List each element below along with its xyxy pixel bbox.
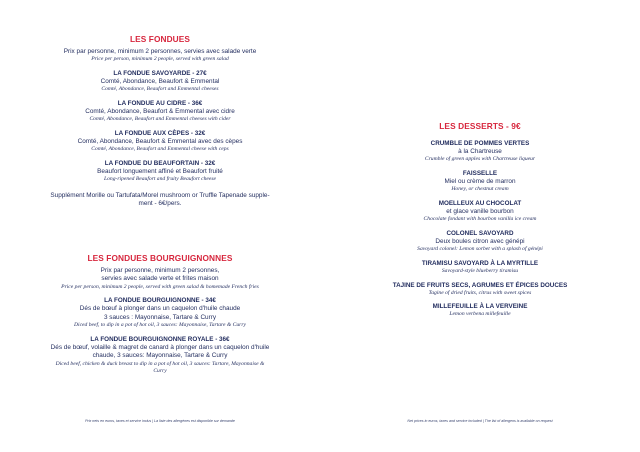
item-desc-en: Diced beef, to dip in a pot of hot oil, 3 sauces: Mayonnaise, Tartare & Curry xyxy=(73,322,247,329)
item-desc-en: Honey, or chestnut cream xyxy=(451,186,509,193)
item-desc-fr: Comté, Abondance, Beaufort & Emmental xyxy=(100,78,220,85)
item-desc-fr: Miel ou crème de marron xyxy=(444,178,516,185)
item-title: LA FONDUE AUX CÈPES - 32€ xyxy=(114,130,206,137)
item-title: CRUMBLE DE POMMES VERTES xyxy=(430,140,530,147)
fondues-intro-fr: Prix par personne, minimum 2 personnes, servies avec salade verte xyxy=(63,48,257,55)
item-title: TAJINE DE FRUITS SECS, AGRUMES ET ÉPICES DOUCES xyxy=(392,281,568,289)
item-title: MILLEFEUILLE À LA VERVEINE xyxy=(432,303,528,311)
item-desc-en: Curry xyxy=(153,368,167,375)
item-desc-fr: Dés de bœuf à plonger dans un caquelon d'huile chaude xyxy=(79,305,241,313)
item-desc-en: Crumble of green apples with Chartreuse liqueur xyxy=(424,156,536,163)
item-title: LA FONDUE BOURGUIGNONNE ROYALE - 36€ xyxy=(90,335,230,343)
right-menu-page xyxy=(320,0,640,452)
menu-item xyxy=(342,260,618,276)
menu-item xyxy=(342,200,618,224)
item-desc-fr: Beaufort longuement affiné et Beaufort fruité xyxy=(97,168,223,175)
supplement-line-1: Supplément Morille ou Tartufata/Morel mushroom or Truffle Tapenade supple- xyxy=(50,192,270,199)
item-desc-en: Tagine of dried fruits, citrus with sweet spices xyxy=(428,289,532,296)
item-title: TIRAMISU SAVOYARD À LA MYRTILLE xyxy=(421,260,539,267)
supplement-line-2: ment - 6€/pers. xyxy=(138,200,182,208)
item-desc-en: Comté, Abondance, Beaufort and Emmental cheeses xyxy=(101,86,219,93)
bourguignonnes-intro-fr-2: servies avec salade verte et frites maison xyxy=(101,275,219,283)
item-desc-fr: Comté, Abondance, Beaufort & Emmental avec des cèpes xyxy=(77,138,243,145)
desserts-section xyxy=(342,121,618,325)
item-desc-fr: 3 sauces : Mayonnaise, Tartare & Curry xyxy=(103,313,217,321)
menu-item xyxy=(22,100,298,124)
item-desc-fr: et glace vanille bourbon xyxy=(446,208,514,215)
right-footer-note: Net prices in euros, taxes and service included | The list of allergens is available on request xyxy=(407,419,553,423)
item-desc-fr: chaude, 3 sauces: Mayonnaise, Tartare & Curry xyxy=(92,352,228,360)
menu-item xyxy=(342,230,618,254)
item-desc-en: Diced beef, chicken & duck breast to dip in a pot of hot oil, 3 sauces: Tartare, Mayonnaise & xyxy=(55,360,265,367)
supplement-note xyxy=(22,192,298,209)
item-title: MOELLEUX AU CHOCOLAT xyxy=(438,200,522,207)
item-title: LA FONDUE DU BEAUFORTAIN - 32€ xyxy=(104,160,216,167)
menu-item xyxy=(342,140,618,164)
menu-item xyxy=(22,130,298,154)
desserts-title: LES DESSERTS - 9€ xyxy=(439,121,521,131)
item-title: FAISSELLE xyxy=(462,170,498,177)
item-title: COLONEL SAVOYARD xyxy=(446,230,514,237)
item-desc-en: Chocolate fondant with bourbon vanilla ice cream xyxy=(423,216,537,223)
item-desc-fr: Comté, Abondance, Beaufort & Emmental avec cidre xyxy=(85,108,235,115)
item-title: LA FONDUE SAVOYARDE - 27€ xyxy=(113,70,207,77)
left-footer-note: Prix nets en euros, taxes et service inclus | La liste des allergènes est disponible sur demande xyxy=(85,419,235,423)
menu-item xyxy=(342,303,618,319)
item-desc-en: Savoyard-style blueberry tiramisu xyxy=(441,268,519,274)
item-title: LA FONDUE BOURGUIGNONNE - 34€ xyxy=(104,297,216,305)
bourguignonnes-section xyxy=(22,253,298,382)
menu-item xyxy=(342,282,618,298)
fondues-title: LES FONDUES xyxy=(129,34,191,44)
menu-item xyxy=(22,70,298,94)
item-desc-en: Savoyard colonel: Lemon sorbet with a splash of génépi xyxy=(417,246,543,253)
bourguignonnes-title: LES FONDUES BOURGUIGNONNES xyxy=(87,253,233,263)
menu-item xyxy=(22,297,298,329)
bourguignonnes-intro-fr-1: Prix par personne, minimum 2 personnes, xyxy=(100,267,220,274)
item-desc-en: Comté, Abondance, Beaufort and Emmental cheeses with cider xyxy=(89,116,231,123)
item-desc-fr: Dés de bœuf, volaille & magret de canard à plonger dans un caquelon d'huile xyxy=(50,343,270,351)
item-desc-en: Comté, Abondance, Beaufort and Emmental cheese with ceps xyxy=(91,146,229,153)
item-desc-en: Lemon verbena millefeuille xyxy=(449,311,511,318)
item-desc-en: Long-ripened Beaufort and fruity Beaufort cheese xyxy=(103,176,216,183)
menu-item xyxy=(22,336,298,376)
menu-item xyxy=(342,170,618,194)
item-desc-fr: à la Chartreuse xyxy=(458,148,502,155)
fondues-section xyxy=(22,34,298,215)
bourguignonnes-intro-en: Price per person, minimum 2 people, served with green salad & homemade French fries xyxy=(61,283,259,290)
item-desc-fr: Deux boules citron avec génépi xyxy=(435,238,525,245)
item-title: LA FONDUE AU CIDRE - 36€ xyxy=(117,100,203,107)
fondues-intro-en: Price per person, minimum 2 people, served with green salad xyxy=(91,56,229,63)
menu-item xyxy=(22,160,298,184)
